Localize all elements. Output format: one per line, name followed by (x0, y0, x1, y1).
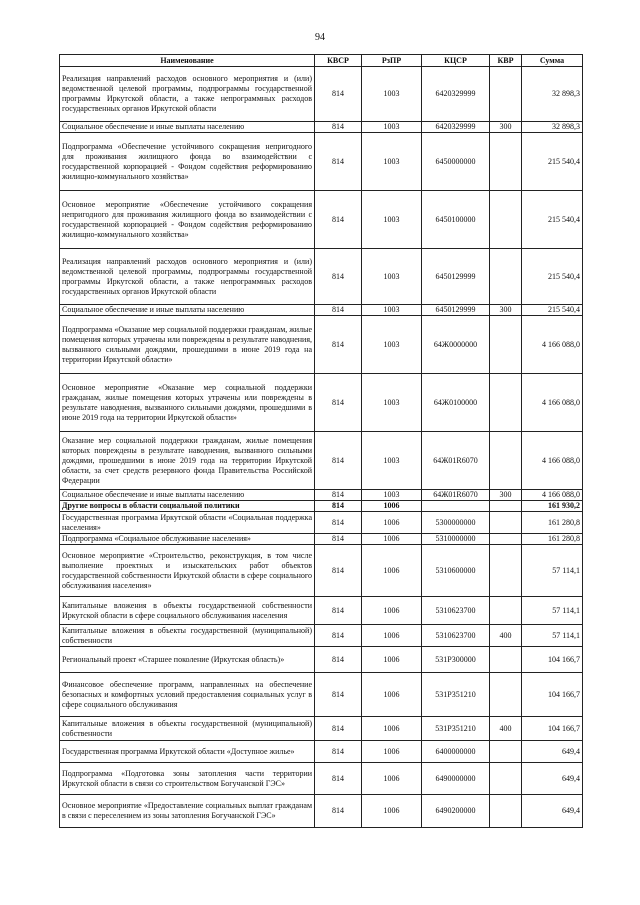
row-kvr (490, 647, 522, 673)
row-kvsr: 814 (315, 545, 362, 597)
page-number: 94 (315, 32, 325, 43)
row-sum: 4 166 088,0 (522, 374, 583, 432)
row-kcsr: 5310623700 (422, 597, 490, 625)
row-kcsr: 5310623700 (422, 625, 490, 647)
row-kcsr: 6490000000 (422, 763, 490, 795)
row-sum: 4 166 088,0 (522, 316, 583, 374)
row-kvr: 400 (490, 625, 522, 647)
table-row (60, 647, 583, 673)
row-sum: 649,4 (522, 795, 583, 828)
row-kvsr: 814 (315, 374, 362, 432)
row-name: Подпрограмма «Подготовка зоны затопления части территории Иркутской области в связи со строительством Богучанской ГЭС» (60, 763, 315, 795)
row-kcsr: 64Ж01R6070 (422, 490, 490, 501)
row-kvsr: 814 (315, 133, 362, 191)
row-sum: 215 540,4 (522, 249, 583, 305)
row-kvsr: 814 (315, 490, 362, 501)
row-name: Социальное обеспечение и иные выплаты населению (60, 490, 315, 501)
row-rzpr: 1003 (362, 316, 422, 374)
row-kvr (490, 133, 522, 191)
row-name: Реализация направлений расходов основного мероприятия и (или) ведомственной целевой программы, подпрограммы государственной программы Иркутской области, а также непрограммных расходов государственных органов Иркутской области (60, 67, 315, 122)
row-kcsr: 6400000000 (422, 741, 490, 763)
table-row (60, 501, 583, 512)
row-kvr (490, 512, 522, 534)
row-kcsr: 531P351210 (422, 673, 490, 717)
row-sum: 161 280,8 (522, 534, 583, 545)
row-kvr (490, 795, 522, 828)
row-kvr (490, 741, 522, 763)
row-sum: 649,4 (522, 741, 583, 763)
row-name: Государственная программа Иркутской области «Доступное жилье» (60, 741, 315, 763)
budget-table (59, 54, 583, 828)
row-kvsr: 814 (315, 122, 362, 133)
table-row (60, 717, 583, 741)
row-name: Основное мероприятие «Оказание мер социальной поддержки гражданам, жилые помещения которых утрачены или повреждены в результате наводнения, вызванного сильными дождями, прошедшими в июне 2019 года на территории Иркутской области» (60, 374, 315, 432)
row-rzpr: 1006 (362, 512, 422, 534)
row-rzpr: 1003 (362, 249, 422, 305)
row-name: Финансовое обеспечение программ, направленных на обеспечение безопасных и комфортных условий предоставления социальных услуг в сфере социального обслуживания (60, 673, 315, 717)
row-name: Оказание мер социальной поддержки гражданам, жилые помещения которых повреждены в результате наводнения, вызванного сильными дождями, прошедшими в июне 2019 года на территории Иркутской области, за счет средств резервного фонда Правительства Российской Федерации (60, 432, 315, 490)
row-kcsr: 5300000000 (422, 512, 490, 534)
table-row (60, 673, 583, 717)
row-rzpr: 1006 (362, 673, 422, 717)
row-sum: 215 540,4 (522, 133, 583, 191)
table-header-row (60, 55, 583, 67)
row-kvr: 300 (490, 305, 522, 316)
row-name: Социальное обеспечение и иные выплаты населению (60, 122, 315, 133)
row-kvr: 300 (490, 122, 522, 133)
row-kcsr: 64Ж0000000 (422, 316, 490, 374)
row-rzpr: 1003 (362, 122, 422, 133)
row-kvsr: 814 (315, 795, 362, 828)
row-kvsr: 814 (315, 625, 362, 647)
row-kcsr: 531P300000 (422, 647, 490, 673)
row-kvr (490, 545, 522, 597)
table-row (60, 625, 583, 647)
row-name: Основное мероприятие «Строительство, реконструкция, в том числе выполнение проектных и изыскательских работ объектов государственной собственности Иркутской области в сфере социального обслуживания населения» (60, 545, 315, 597)
table-row (60, 133, 583, 191)
row-kvsr: 814 (315, 763, 362, 795)
row-kvsr: 814 (315, 249, 362, 305)
column-header-sum: Сумма (522, 55, 583, 67)
row-rzpr: 1003 (362, 133, 422, 191)
row-sum: 649,4 (522, 763, 583, 795)
row-kvr (490, 763, 522, 795)
row-kvsr: 814 (315, 501, 362, 512)
row-kvr (490, 316, 522, 374)
row-kvr (490, 432, 522, 490)
row-rzpr: 1006 (362, 545, 422, 597)
table-row (60, 316, 583, 374)
row-name: Капитальные вложения в объекты государственной (муниципальной) собственности (60, 625, 315, 647)
table-row (60, 374, 583, 432)
row-sum: 32 898,3 (522, 67, 583, 122)
row-kvsr: 814 (315, 512, 362, 534)
row-kvr: 300 (490, 490, 522, 501)
table-row (60, 597, 583, 625)
table-row (60, 741, 583, 763)
row-sum: 215 540,4 (522, 305, 583, 316)
table-row (60, 249, 583, 305)
row-rzpr: 1006 (362, 625, 422, 647)
row-name: Капитальные вложения в объекты государственной собственности Иркутской области в сфере социального обслуживания населения (60, 597, 315, 625)
row-sum: 57 114,1 (522, 597, 583, 625)
row-rzpr: 1006 (362, 501, 422, 512)
table-row (60, 67, 583, 122)
row-kcsr: 6450129999 (422, 249, 490, 305)
column-header-kvsr: КВСР (315, 55, 362, 67)
row-rzpr: 1003 (362, 490, 422, 501)
table-row (60, 432, 583, 490)
row-name: Подпрограмма «Социальное обслуживание населения» (60, 534, 315, 545)
row-name: Другие вопросы в области социальной политики (60, 501, 315, 512)
row-rzpr: 1003 (362, 374, 422, 432)
row-sum: 4 166 088,0 (522, 432, 583, 490)
row-name: Реализация направлений расходов основного мероприятия и (или) ведомственной целевой программы, подпрограммы государственной программы Иркутской области, а также непрограммных расходов государственных органов Иркутской области (60, 249, 315, 305)
table-row (60, 763, 583, 795)
row-kcsr: 6490200000 (422, 795, 490, 828)
table-row (60, 305, 583, 316)
row-name: Капитальные вложения в объекты государственной (муниципальной) собственности (60, 717, 315, 741)
table-row (60, 795, 583, 828)
row-kvsr: 814 (315, 597, 362, 625)
table-row (60, 534, 583, 545)
row-rzpr: 1006 (362, 647, 422, 673)
row-name: Подпрограмма «Обеспечение устойчивого сокращения непригодного для проживания жилищного фонда во взаимодействии с государственной корпорацией - Фондом содействия реформированию жилищно-коммунального хозяйства» (60, 133, 315, 191)
row-kcsr: 6450129999 (422, 305, 490, 316)
row-kvr (490, 191, 522, 249)
row-kvsr: 814 (315, 534, 362, 545)
row-sum: 104 166,7 (522, 717, 583, 741)
row-kcsr: 5310600000 (422, 545, 490, 597)
row-kcsr: 5310000000 (422, 534, 490, 545)
row-rzpr: 1006 (362, 763, 422, 795)
row-sum: 215 540,4 (522, 191, 583, 249)
row-name: Подпрограмма «Оказание мер социальной поддержки гражданам, жилые помещения которых утрачены или повреждены в результате наводнения, вызванного сильными дождями, прошедшими в июне 2019 года на территории Иркутской области» (60, 316, 315, 374)
row-sum: 104 166,7 (522, 673, 583, 717)
row-rzpr: 1003 (362, 67, 422, 122)
table-row (60, 545, 583, 597)
row-kcsr: 6450100000 (422, 191, 490, 249)
row-rzpr: 1003 (362, 432, 422, 490)
row-kvsr: 814 (315, 67, 362, 122)
row-kvr (490, 249, 522, 305)
table-row (60, 191, 583, 249)
row-kvr: 400 (490, 717, 522, 741)
row-name: Социальное обеспечение и иные выплаты населению (60, 305, 315, 316)
row-kcsr: 64Ж0100000 (422, 374, 490, 432)
row-kvsr: 814 (315, 191, 362, 249)
row-sum: 57 114,1 (522, 625, 583, 647)
row-kvsr: 814 (315, 432, 362, 490)
row-kvsr: 814 (315, 717, 362, 741)
row-sum: 161 280,8 (522, 512, 583, 534)
row-sum: 32 898,3 (522, 122, 583, 133)
row-kvr (490, 374, 522, 432)
row-kcsr: 6420329999 (422, 122, 490, 133)
column-header-kvr: КВР (490, 55, 522, 67)
row-rzpr: 1006 (362, 534, 422, 545)
row-kcsr: 6420329999 (422, 67, 490, 122)
row-sum: 4 166 088,0 (522, 490, 583, 501)
row-rzpr: 1006 (362, 795, 422, 828)
column-header-name: Наименование (60, 55, 315, 67)
row-rzpr: 1006 (362, 597, 422, 625)
row-kvr (490, 534, 522, 545)
row-name: Основное мероприятие «Предоставление социальных выплат гражданам в связи с переселением из зоны затопления Богучанской ГЭС» (60, 795, 315, 828)
row-sum: 57 114,1 (522, 545, 583, 597)
row-kvsr: 814 (315, 316, 362, 374)
row-rzpr: 1006 (362, 717, 422, 741)
row-kvsr: 814 (315, 741, 362, 763)
column-header-kcsr: КЦСР (422, 55, 490, 67)
table-row (60, 122, 583, 133)
row-kvsr: 814 (315, 647, 362, 673)
row-kcsr (422, 501, 490, 512)
row-rzpr: 1003 (362, 191, 422, 249)
table-row (60, 512, 583, 534)
row-name: Основное мероприятие «Обеспечение устойчивого сокращения непригодного для проживания жилищного фонда во взаимодействии с государственной корпорацией - Фондом содействия реформированию жилищно-коммунального хозяйства» (60, 191, 315, 249)
row-kvr (490, 597, 522, 625)
row-kcsr: 531P351210 (422, 717, 490, 741)
row-kcsr: 64Ж01R6070 (422, 432, 490, 490)
row-name: Региональный проект «Старшее поколение (Иркутская область)» (60, 647, 315, 673)
row-sum: 104 166,7 (522, 647, 583, 673)
row-sum: 161 930,2 (522, 501, 583, 512)
row-kvsr: 814 (315, 305, 362, 316)
row-kvr (490, 501, 522, 512)
row-rzpr: 1006 (362, 741, 422, 763)
row-kcsr: 6450000000 (422, 133, 490, 191)
row-rzpr: 1003 (362, 305, 422, 316)
row-name: Государственная программа Иркутской области «Социальная поддержка населения» (60, 512, 315, 534)
row-kvr (490, 67, 522, 122)
row-kvsr: 814 (315, 673, 362, 717)
column-header-rzpr: РзПР (362, 55, 422, 67)
row-kvr (490, 673, 522, 717)
table-row (60, 490, 583, 501)
